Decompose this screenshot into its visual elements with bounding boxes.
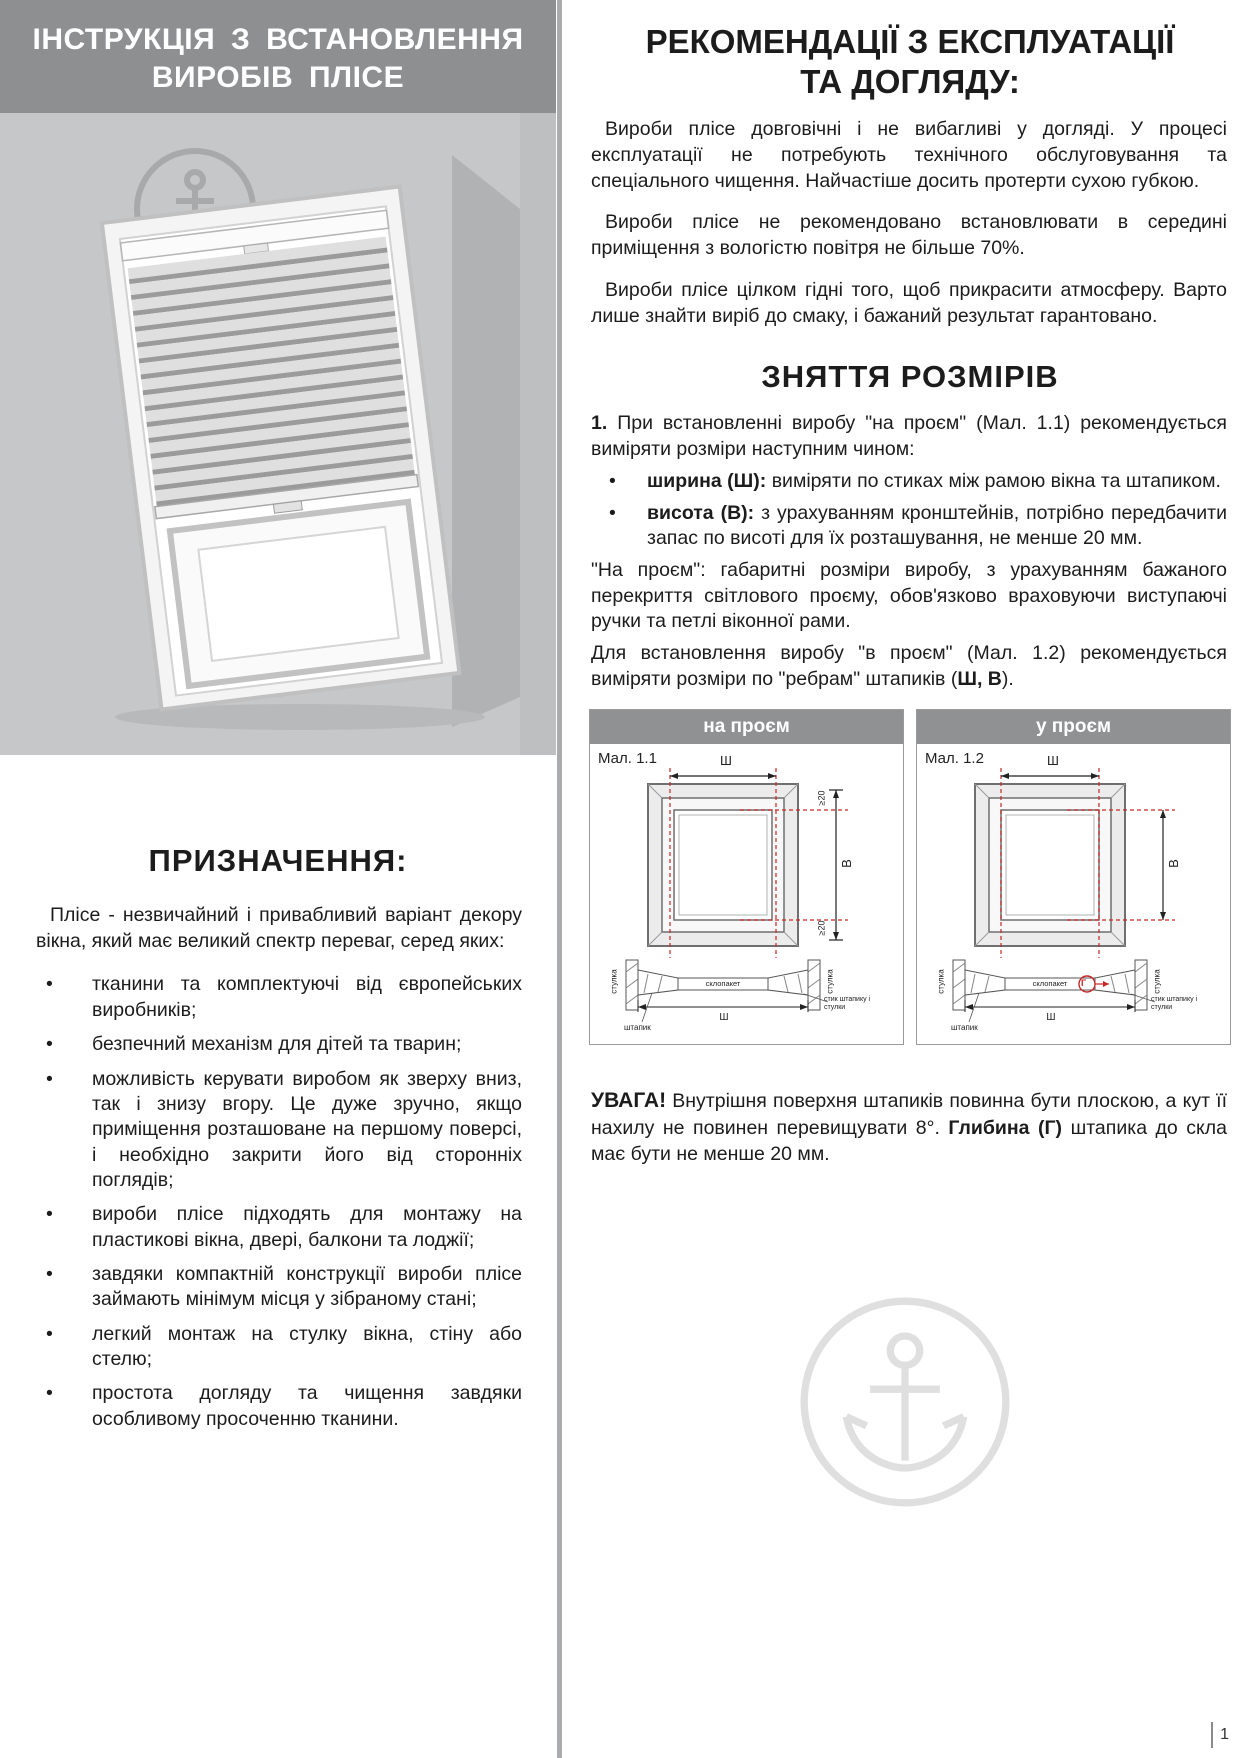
warning-label: УВАГА! xyxy=(591,1088,667,1112)
purpose-title: ПРИЗНАЧЕННЯ: xyxy=(148,843,408,878)
width-label: Ш xyxy=(720,752,732,768)
diagram-caption: Мал. 1.1 xyxy=(598,749,657,767)
clearance-label: ≥20 xyxy=(816,920,827,936)
diagram-caption: Мал. 1.2 xyxy=(925,749,984,767)
instruction-header xyxy=(0,0,556,113)
bottom-width-label: Ш xyxy=(719,1011,729,1023)
list-item: • безпечний механізм для дітей та тварин; xyxy=(92,1032,522,1057)
measuring-title: ЗНЯТТЯ РОЗМІРІВ xyxy=(761,359,1059,395)
bottom-width-label: Ш xyxy=(1046,1011,1056,1023)
depth-bold: Глибина (Г) xyxy=(948,1116,1063,1139)
instruction-header-line2: ВИРОБІВ ПЛІСЕ xyxy=(151,60,405,94)
clearance-label: ≥20 xyxy=(816,790,827,806)
width-label: Ш xyxy=(1047,752,1059,768)
care-paragraph-3: Вироби плісе цілком гідні того, щоб прикрасити атмосферу. Варто лише знайти виріб до смаку, і бажаний результат гарантовано. xyxy=(591,278,1227,327)
purpose-intro: Плісе - незвичайний і привабливий варіант декору вікна, який має великий спектр переваг, серед яких: xyxy=(36,904,522,952)
list-item: • простота догляду та чищення завдяки особливому просоченню тканини. xyxy=(92,1381,522,1432)
sash-label: стулка xyxy=(825,968,835,994)
list-item: • можливість керувати виробом як зверху вниз, так і знизу вгору. Це дуже зручно, якщо приміщення розташоване на першому поверсі, і необхідно закрити його від сторонніх поглядів; xyxy=(92,1067,522,1194)
height-bullet: • висота (В): з урахуванням кронштейнів, потрібно передбачити запас по висоті для їх розташування, не менше 20 мм. xyxy=(591,501,1227,552)
glass-unit-label: склопакет xyxy=(1032,978,1068,988)
bead-label: штапик xyxy=(951,1022,978,1032)
joint-label: стик штапику і стулки xyxy=(1151,995,1198,1011)
footer-tick xyxy=(1211,1722,1213,1748)
measuring-list xyxy=(591,469,1227,552)
blind-illustration xyxy=(0,113,556,755)
page-number: 1 xyxy=(1220,1726,1229,1743)
width-bullet: • ширина (Ш): виміряти по стиках між рамою вікна та штапиком. xyxy=(591,469,1227,495)
list-item: • вироби плісе підходять для монтажу на пластикові вікна, двері, балкони та лоджії; xyxy=(92,1202,522,1253)
bead-label: штапик xyxy=(624,1022,651,1032)
pleated-fabric xyxy=(128,237,415,507)
list-item: • тканини та комплектуючі від європейських виробників; xyxy=(92,972,522,1023)
depth-label: Г xyxy=(1081,977,1087,988)
care-title-line2: ТА ДОГЛЯДУ: xyxy=(800,62,1020,100)
v-proem-paragraph: Для встановлення виробу "в проєм" (Мал. 1.2) рекомендується виміряти розміри по "ребрам" штапиків (Ш, В). xyxy=(591,642,1227,690)
diagram-header: на проєм xyxy=(590,710,903,744)
diagram-u-proem xyxy=(916,709,1231,1045)
height-label: В xyxy=(1165,858,1181,868)
care-paragraph-1: Вироби плісе довговічні і не вибагливі у догляді. У процесі експлуатації не потребують технічного обслуговування та спеціального чищення. Найчастіше досить протерти сухою губкою. xyxy=(591,118,1227,192)
column-divider xyxy=(557,0,562,1758)
page-footer xyxy=(1211,1722,1229,1748)
diagram-header: у проєм xyxy=(917,710,1230,744)
sash-label: стулка xyxy=(609,968,619,994)
care-title xyxy=(585,22,1235,101)
purpose-list xyxy=(0,972,522,1432)
na-proem-paragraph: "На проєм": габаритні розміри виробу, з урахуванням бажаного перекриття світлового проєму, обов'язково враховуючи виступаючі ручки та петлі віконної рами. xyxy=(591,559,1227,633)
step-number: 1. xyxy=(591,412,608,435)
measurement-diagrams xyxy=(589,709,1235,1045)
warning-paragraph: УВАГА! Внутрішня поверхня штапиків повинна бути плоскою, а кут її нахилу не повинен перевищувати 8°. Глибина (Г) штапика до скла має бути не менше 20 мм. xyxy=(591,1088,1227,1165)
window-frame-drawing xyxy=(102,187,459,710)
care-paragraph-2: Вироби плісе не рекомендовано встановлювати в середині приміщення з вологістю повітря не більше 70%. xyxy=(591,211,1227,260)
diagram-na-proem xyxy=(589,709,904,1045)
window-blind-illustration-svg xyxy=(0,113,556,755)
joint-label: стик штапику і стулки xyxy=(824,995,871,1011)
glass-unit-label: склопакет xyxy=(705,978,741,988)
sash-label: стулка xyxy=(936,968,946,994)
instruction-header-line1: ІНСТРУКЦІЯ З ВСТАНОВЛЕННЯ xyxy=(32,23,524,56)
list-item: • завдяки компактній конструкції вироби плісе займають мінімум місця у зібраному стані; xyxy=(92,1262,522,1313)
left-column xyxy=(0,0,556,1441)
watermark-anchor-icon xyxy=(795,1292,1015,1512)
sash-label: стулка xyxy=(1152,968,1162,994)
height-label: В xyxy=(838,858,854,868)
right-column xyxy=(585,0,1235,1758)
measuring-step-1: 1. При встановленні виробу "на проєм" (Мал. 1.1) рекомендується виміряти розміри наступним чином: xyxy=(591,412,1227,461)
list-item: • легкий монтаж на стулку вікна, стіну або стелю; xyxy=(92,1322,522,1373)
care-title-line1: РЕКОМЕНДАЦІЇ З ЕКСПЛУАТАЦІЇ xyxy=(645,23,1175,60)
